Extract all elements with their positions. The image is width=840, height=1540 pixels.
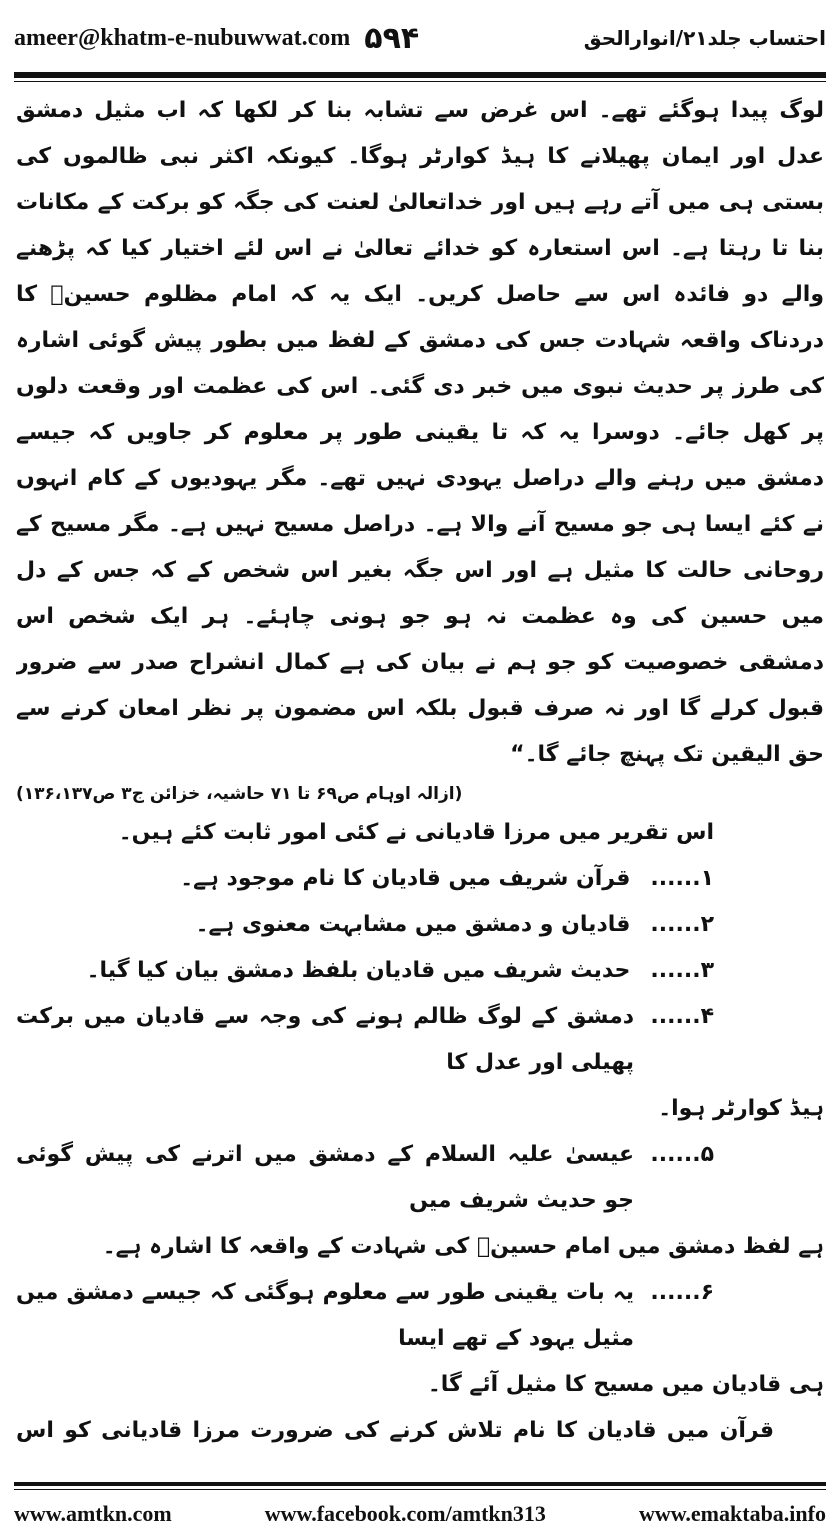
header-left: [14, 21, 419, 56]
list-item: [16, 902, 824, 948]
list-item-continuation: ہیڈ کوارٹر ہوا۔: [658, 1096, 824, 1121]
paragraph-ilham-start: قرآن میں قادیان کا نام تلاش کرنے کی ضرورت مرزا قادیانی کو اس: [16, 1418, 774, 1443]
list-item: [16, 1270, 824, 1362]
paragraph-quote: لوگ پیدا ہوگئے تھے۔ اس غرض سے تشابہ بنا کر لکھا کہ اب مثیل دمشق عدل اور ایمان پھیلانے کا ہیڈ کوارٹر ہوگا۔ کیونکہ اکثر نبی ظالموں کی بستی ہی میں آتے رہے ہیں اور خداتعالیٰ لعنت کی جگہ کو برکت کے مکانات بنا تا رہتا ہے۔ اس استعارہ کو خدائے تعالیٰ نے اس لئے اختیار کیا کہ پڑھنے والے دو فائدہ اس سے حاصل کریں۔ ایک یہ کہ امام مظلوم حسینؓ کا دردناک واقعہ شہادت جس کی دمشق کے لفظ میں بطور پیش گوئی اشارہ کی طرز پر حدیث نبوی میں خبر دی گئی۔ اس کی عظمت اور وقعت دلوں پر کھل جائے۔ دوسرا یہ کہ تا یقینی طور پر معلوم کر جاویں کہ جیسے دمشق میں رہنے والے دراصل یہودی نہیں تھے۔ مگر یہودیوں کے کام انہوں نے کئے ایسا ہی جو مسیح آنے والا ہے۔ دراصل مسیح نہیں ہے۔ مگر مسیح کے روحانی حالت کا مثیل ہے اور اس جگہ بغیر اس شخص کے کہ جس کے دل میں حسین کی وہ عظمت نہ ہو جو ہونی چاہئے۔ ہر ایک شخص اس دمشقی خصوصیت کو جو ہم نے بیان کی ہے کمال انشراح صدر سے ضرور قبول کرلے گا اور نہ صرف قبول بلکہ اس مضمون پر نظر امعان کرنے سے حق الیقین تک پہنچ جائے گا۔“: [16, 98, 824, 767]
list-item-text: دمشق کے لوگ ظالم ہونے کی وجہ سے قادیان میں برکت پھیلی اور عدل کا: [16, 1004, 634, 1075]
page-number: ۵۹۴: [364, 20, 420, 56]
page-header: [14, 6, 826, 70]
footer-rule-thin: [14, 1489, 826, 1490]
list-item-text: حدیث شریف میں قادیان بلفظ دمشق بیان کیا گیا۔: [86, 958, 631, 983]
footer-link-emaktaba[interactable]: www.emaktaba.info: [638, 1501, 826, 1526]
list-item-text: عیسیٰ علیہ السلام کے دمشق میں اترنے کی پیش گوئی جو حدیث شریف میں: [16, 1142, 634, 1213]
page-footer: [14, 1494, 826, 1534]
book-title: احتساب جلد۲۱/انوارالحق: [583, 26, 826, 50]
intro-line: اس تقریر میں مرزا قادیانی نے کئی امور ثابت کئے ہیں۔: [118, 820, 714, 845]
list-item-number: ۴......: [650, 1004, 714, 1029]
list-item-number: ۵......: [650, 1142, 714, 1167]
list-item-text: یہ بات یقینی طور سے معلوم ہوگئی کہ جیسے دمشق میں مثیل یہود کے تھے ایسا: [16, 1280, 634, 1351]
list-item-text: قرآن شریف میں قادیان کا نام موجود ہے۔: [180, 866, 631, 891]
footer-link-amtkn[interactable]: www.amtkn.com: [14, 1501, 172, 1526]
list-item-number: ۲......: [650, 912, 714, 937]
list-item-number: ۶......: [650, 1280, 714, 1305]
list-item: [16, 948, 824, 994]
list-item: [16, 1132, 824, 1224]
page-body: [16, 88, 824, 1458]
header-rule-thick: [14, 72, 826, 78]
footer-rule-thick: [14, 1482, 826, 1486]
header-email[interactable]: ameer@khatm-e-nubuwwat.com: [14, 24, 351, 51]
list-item-continuation: ہی قادیان میں مسیح کا مثیل آئے گا۔: [427, 1372, 824, 1397]
footer-link-facebook[interactable]: www.facebook.com/amtkn313: [264, 1501, 546, 1526]
header-rule-thin: [14, 81, 826, 82]
paragraph-ilham: [16, 1408, 824, 1458]
list-item-continuation: ہے لفظ دمشق میں امام حسینؓ کی شہادت کے واقعہ کا اشارہ ہے۔: [102, 1234, 824, 1259]
list-item: [16, 994, 824, 1086]
citation: (ازالہ اوہام ص۶۹ تا ۷۱ حاشیہ، خزائن ج۳ ص۱۳۶،۱۳۷): [16, 784, 463, 804]
list-item-number: ۱......: [650, 866, 714, 891]
list-item-text: قادیان و دمشق میں مشابہت معنوی ہے۔: [195, 912, 631, 937]
list-item-number: ۳......: [650, 958, 714, 983]
list-item: [16, 856, 824, 902]
